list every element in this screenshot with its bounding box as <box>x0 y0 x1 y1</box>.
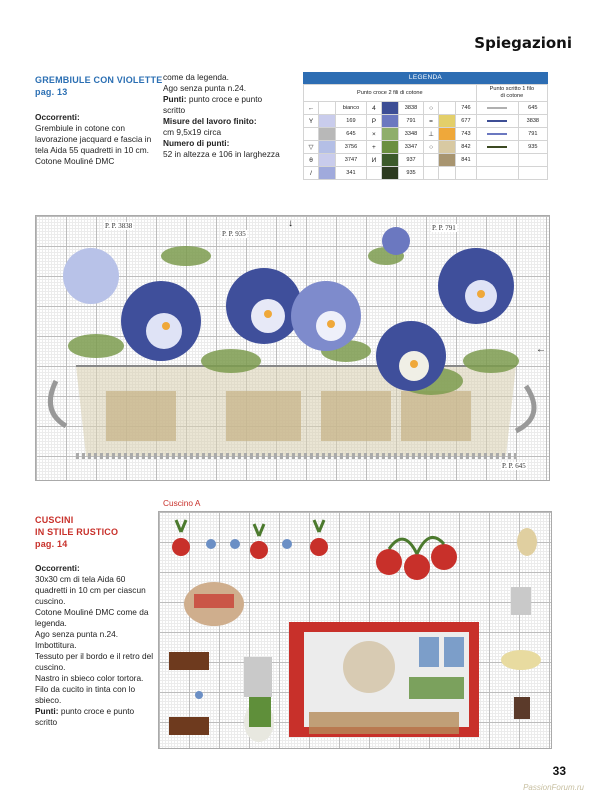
legend-symbol: × <box>366 128 381 141</box>
legend-swatch <box>439 154 456 167</box>
legend-code: 3747 <box>336 154 367 167</box>
legend-code: 935 <box>398 167 423 180</box>
legend-code: 937 <box>398 154 423 167</box>
center-arrow-down-icon: ↓ <box>288 218 293 229</box>
legend-code: 842 <box>456 141 477 154</box>
legend-swatch <box>319 128 336 141</box>
legend-backstitch-line <box>476 102 518 115</box>
pp-label-935: P. P. 935 <box>222 230 246 238</box>
legend-backstitch-code <box>518 154 547 167</box>
legend-swatch <box>381 128 398 141</box>
legend-row <box>304 128 548 141</box>
page-number: 33 <box>552 764 566 778</box>
stitch-label: Punti: <box>163 94 187 104</box>
section1-details <box>163 72 298 160</box>
legend-code: 841 <box>456 154 477 167</box>
materials-label: Occorrenti: <box>35 563 80 573</box>
count-text: 52 in altezza e 106 in larghezza <box>163 149 280 159</box>
legend-back-header: Punto scritto 1 filo di cotone <box>476 85 547 102</box>
legend-row <box>304 102 548 115</box>
legend-symbol: ○ <box>424 102 439 115</box>
stitch-label: Punti: <box>35 706 59 716</box>
legend-symbol <box>366 167 381 180</box>
legend-code: 169 <box>336 115 367 128</box>
legend-row <box>304 115 548 128</box>
legend-symbol: ← <box>304 102 319 115</box>
section2-page-ref: pag. 14 <box>35 539 68 549</box>
picnic-basket <box>289 622 479 737</box>
legend-symbol: ▽ <box>304 141 319 154</box>
legend-swatch <box>319 102 336 115</box>
legend-symbol: θ <box>304 154 319 167</box>
legend-code: 3756 <box>336 141 367 154</box>
legend-swatch <box>381 154 398 167</box>
legend-swatch <box>319 115 336 128</box>
legend-code: 341 <box>336 167 367 180</box>
legend-swatch <box>381 115 398 128</box>
count-label: Numero di punti: <box>163 138 230 148</box>
legend-code: 746 <box>456 102 477 115</box>
legend-code: 3348 <box>398 128 423 141</box>
legend-row <box>304 154 548 167</box>
cross-stitch-chart-violets <box>35 215 550 481</box>
materials-line: cuscino. <box>35 662 66 672</box>
legend-code: 743 <box>456 128 477 141</box>
materials-line: Grembiule in cotone con <box>35 123 125 133</box>
legend-symbol: 4 <box>366 102 381 115</box>
materials-line: sbieco. <box>35 695 62 705</box>
legend-swatch <box>439 128 456 141</box>
legend-swatch <box>381 102 398 115</box>
chart-label-cuscino-a: Cuscino A <box>163 498 201 508</box>
stitch-text-2: scritto <box>35 717 58 727</box>
legend-swatch <box>319 141 336 154</box>
pp-label-3838: P. P. 3838 <box>105 222 133 230</box>
legend-code: 3838 <box>398 102 423 115</box>
legend-cross-header: Punto croce 2 fili di cotone <box>304 85 477 102</box>
materials-line: Ago senza punta n.24. <box>35 629 119 639</box>
legend-backstitch-line <box>476 154 518 167</box>
materials-line: legenda. <box>35 618 67 628</box>
materials-line: quadretti in 10 cm per ciascun <box>35 585 146 595</box>
legend-backstitch-line <box>476 167 518 180</box>
materials-line: Filo da cucito in tinta con lo <box>35 684 136 694</box>
size-label: Misure del lavoro finito: <box>163 116 257 126</box>
section2-subtitle: IN STILE RUSTICO <box>35 527 119 537</box>
legend-code <box>456 167 477 180</box>
legend-symbol: + <box>366 141 381 154</box>
pp-label-791: P. P. 791 <box>432 224 456 232</box>
radishes <box>172 520 328 559</box>
section2-materials <box>35 563 155 728</box>
legend-symbol <box>304 128 319 141</box>
legend-swatch <box>439 115 456 128</box>
materials-label: Occorrenti: <box>35 112 80 122</box>
legend-code: 645 <box>336 128 367 141</box>
section1-materials <box>35 112 160 167</box>
watermark: PassionForum.ru <box>523 783 584 792</box>
legend-symbol: Y <box>304 115 319 128</box>
legend-row <box>304 167 548 180</box>
materials-line: cuscino. <box>35 596 66 606</box>
legend-swatch <box>381 167 398 180</box>
legend-swatch <box>439 167 456 180</box>
legend-backstitch-line <box>476 141 518 154</box>
legend-backstitch-code: 645 <box>518 102 547 115</box>
materials-line: lavorazione jacquard e fascia in <box>35 134 152 144</box>
legend-symbol <box>424 154 439 167</box>
kitchen-items <box>501 528 541 719</box>
materials-line: Cotone Mouliné DMC come da <box>35 607 149 617</box>
legend-code: 791 <box>398 115 423 128</box>
legend-symbol: P <box>366 115 381 128</box>
stitch-text: punto croce e punto <box>188 94 263 104</box>
legend-row <box>304 141 548 154</box>
legend-swatch <box>439 102 456 115</box>
stitch-text: punto croce e punto <box>60 706 135 716</box>
legend-backstitch-code: 791 <box>518 128 547 141</box>
legend-swatch <box>319 167 336 180</box>
size-text: cm 9,5x19 circa <box>163 127 222 137</box>
legend-backstitch-code <box>518 167 547 180</box>
legend-swatch <box>381 141 398 154</box>
legend-code: 677 <box>456 115 477 128</box>
legend-table <box>303 72 548 180</box>
details-line: Ago senza punta n.24. <box>163 83 247 93</box>
legend-symbol: ⊥ <box>424 128 439 141</box>
materials-line: Tessuto per il bordo e il retro del <box>35 651 154 661</box>
details-line: come da legenda. <box>163 72 229 82</box>
page-title: Spiegazioni <box>474 34 572 52</box>
materials-line: 30x30 cm di tela Aida 60 <box>35 574 126 584</box>
center-arrow-left-icon: ← <box>536 344 546 355</box>
materials-line: Nastro in sbieco color tortora. <box>35 673 144 683</box>
legend-backstitch-code: 935 <box>518 141 547 154</box>
pp-label-645: P. P. 645 <box>502 462 526 470</box>
materials-line: tela Aida 55 quadretti in 10 cm. <box>35 145 149 155</box>
legend-swatch <box>439 141 456 154</box>
stitch-text-2: scritto <box>163 105 186 115</box>
legend-code: bianco <box>336 102 367 115</box>
cross-stitch-chart-rustic-cushion <box>158 511 552 749</box>
legend-symbol <box>424 167 439 180</box>
materials-line: Imbottitura. <box>35 640 77 650</box>
legend-backstitch-line <box>476 128 518 141</box>
cherries <box>376 537 457 580</box>
legend-title: LEGENDA <box>303 72 548 84</box>
legend-symbol: И <box>366 154 381 167</box>
materials-line: Cotone Mouliné DMC <box>35 156 115 166</box>
cows <box>169 652 209 735</box>
section1-title: GREMBIULE CON VIOLETTE <box>35 75 163 85</box>
legend-swatch <box>319 154 336 167</box>
legend-code: 3347 <box>398 141 423 154</box>
legend-symbol: = <box>424 115 439 128</box>
legend-symbol: ○ <box>424 141 439 154</box>
legend-backstitch-line <box>476 115 518 128</box>
legend-backstitch-code: 3838 <box>518 115 547 128</box>
legend-symbol: / <box>304 167 319 180</box>
section1-page-ref: pag. 13 <box>35 87 68 97</box>
section2-title: CUSCINI <box>35 515 74 525</box>
